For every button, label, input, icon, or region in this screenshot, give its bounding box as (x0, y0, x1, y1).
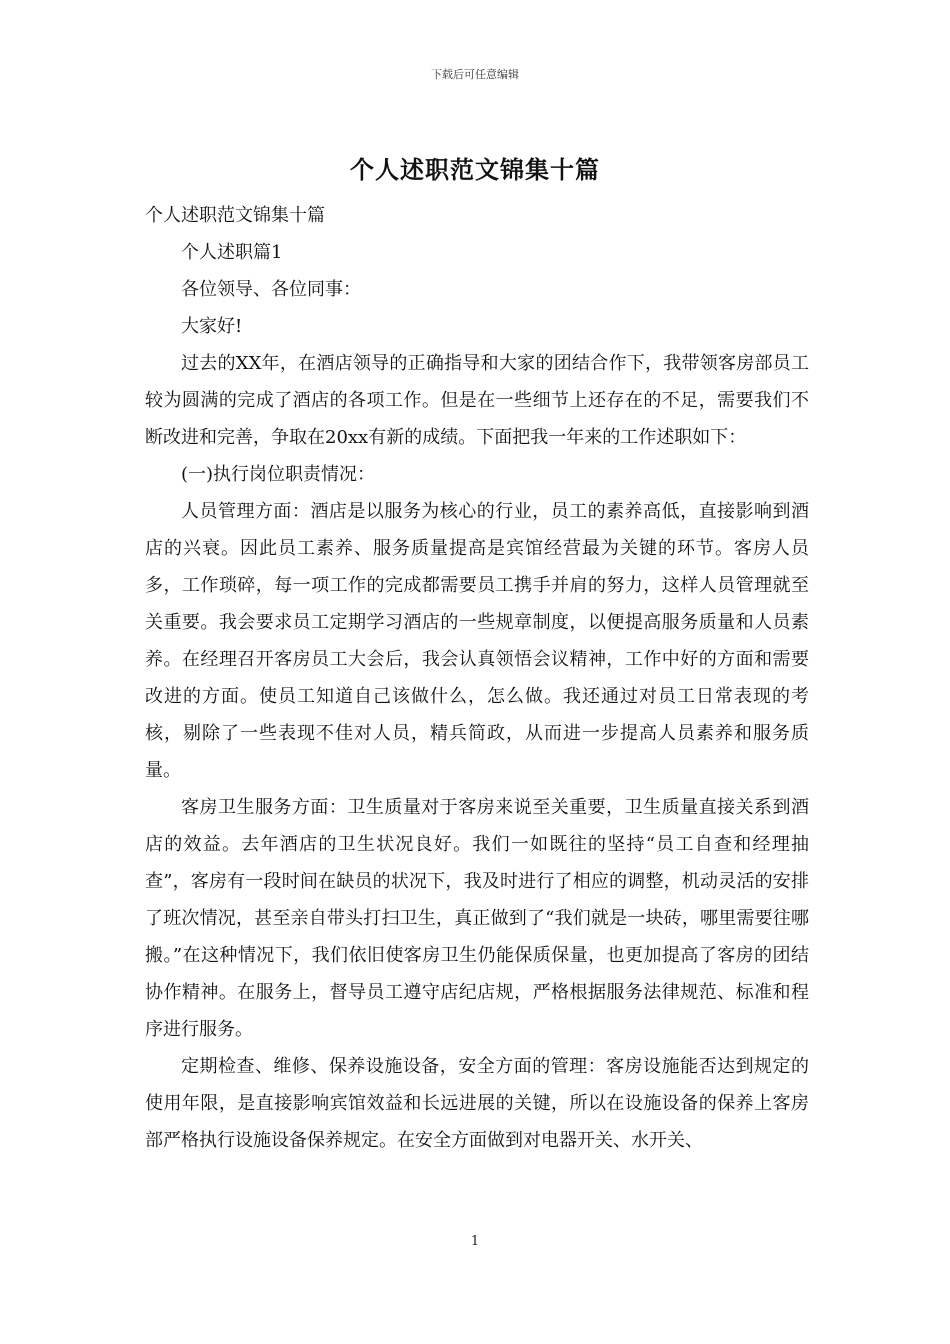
page-number: 1 (470, 1234, 480, 1249)
document-title: 个人述职范文锦集十篇 (350, 155, 600, 184)
document-body (145, 197, 809, 1159)
paragraph-greeting: 大家好! (181, 316, 243, 337)
paragraph-staff-management: 人员管理方面：酒店是以服务为核心的行业，员工的素养高低，直接影响到酒店的兴衰。因此员工素养、服务质量提高是宾馆经营最为关键的环节。客房人员多，工作琐碎，每一项工作的完成都需要员工携手并肩的努力，这样人员管理就至关重要。我会要求员工定期学习酒店的一些规章制度，以便提高服务质量和人员素养。在经理召开客房员工大会后，我会认真领悟会议精神，工作中好的方面和需要改进的方面。使员工知道自己该做什么，怎么做。我还通过对员工日常表现的考核，剔除了一些表现不佳对人员，精兵简政，从而进一步提高人员素养和服务质量。 (145, 501, 809, 781)
paragraph-duty-heading: (一)执行岗位职责情况： (181, 464, 376, 485)
paragraph-hygiene-service: 客房卫生服务方面：卫生质量对于客房来说至关重要，卫生质量直接关系到酒店的效益。去年酒店的卫生状况良好。我们一如既往的坚持“员工自查和经理抽查”，客房有一段时间在缺员的状况下，我及时进行了相应的调整，机动灵活的安排了班次情况，甚至亲自带头打扫卫生，真正做到了“我们就是一块砖，哪里需要往哪搬。”在这种情况下，我们依旧使客房卫生仍能保质保量，也更加提高了客房的团结协作精神。在服务上，督导员工遵守店纪店规，严格根据服务法律规范、标准和程序进行服务。 (145, 797, 809, 1040)
paragraph-subtitle: 个人述职范文锦集十篇 (145, 205, 325, 226)
header-note: 下载后可任意编辑 (431, 68, 519, 81)
paragraph-salutation: 各位领导、各位同事： (181, 279, 361, 300)
paragraph-intro: 过去的XX年，在酒店领导的正确指导和大家的团结合作下，我带领客房部员工较为圆满的完成了酒店的各项工作。但是在一些细节上还存在的不足，需要我们不断改进和完善，争取在20xx有新的成绩。下面把我一年来的工作述职如下： (145, 353, 809, 448)
paragraph-section-heading: 个人述职篇1 (181, 242, 283, 263)
paragraph-maintenance-safety: 定期检查、维修、保养设施设备，安全方面的管理：客房设施能否达到规定的使用年限，是直接影响宾馆效益和长远进展的关键，所以在设施设备的保养上客房部严格执行设施设备保养规定。在安全方面做到对电器开关、水开关、 (145, 1056, 809, 1151)
